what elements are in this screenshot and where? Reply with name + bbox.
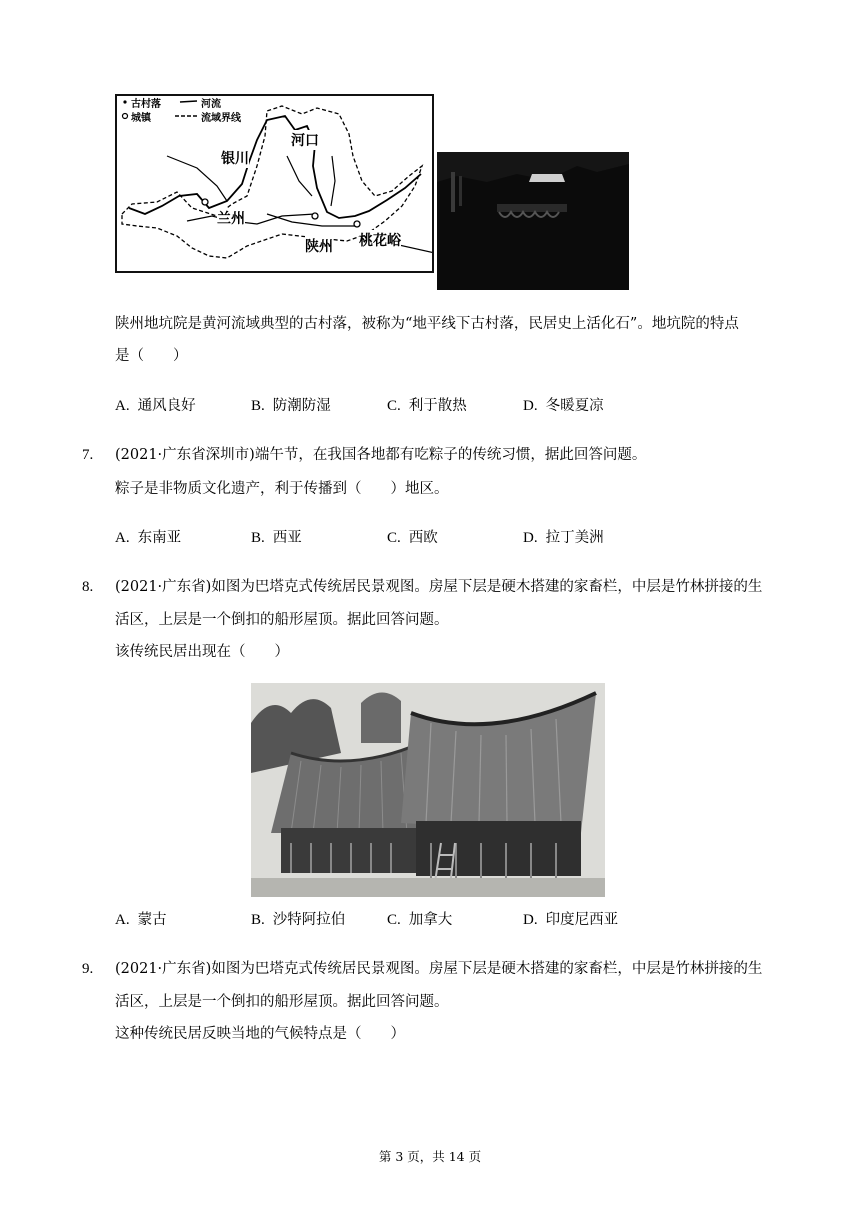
dikengyuan-photo xyxy=(437,152,629,290)
q7-option-c[interactable] xyxy=(387,528,438,548)
place-shanzhou: 陕州 xyxy=(305,236,333,256)
option-letter: C. xyxy=(387,398,401,414)
option-letter: D. xyxy=(523,912,538,928)
q8-option-c[interactable] xyxy=(387,910,452,930)
q6-stem-line-1: 陕州地坑院是黄河流域典型的古村落，被称为“地平线下古村落，民居史上活化石”。地坑院的特点 xyxy=(115,316,739,332)
option-text: 印度尼西亚 xyxy=(545,912,619,928)
option-letter: D. xyxy=(523,530,538,546)
option-text: 西亚 xyxy=(272,530,302,546)
q7-number: 7. xyxy=(82,447,94,463)
option-text: 东南亚 xyxy=(137,530,182,546)
option-letter: B. xyxy=(251,398,265,414)
yellow-river-basin-map xyxy=(115,94,434,273)
option-text: 拉丁美洲 xyxy=(545,530,604,546)
option-text: 冬暖夏凉 xyxy=(545,398,604,414)
option-letter: C. xyxy=(387,530,401,546)
q7-stem-line-2: 粽子是非物质文化遗产，利于传播到（ ）地区。 xyxy=(115,481,449,497)
option-text: 西欧 xyxy=(408,530,438,546)
place-yinchuan: 银川 xyxy=(221,148,249,168)
q8-option-a[interactable] xyxy=(115,910,167,930)
q7-option-d[interactable] xyxy=(523,528,604,548)
q8-option-d[interactable] xyxy=(523,910,618,930)
q8-option-b[interactable] xyxy=(251,910,345,930)
q7-option-b[interactable] xyxy=(251,528,302,548)
option-text: 通风良好 xyxy=(137,398,196,414)
option-letter: B. xyxy=(251,912,265,928)
q8-stem-line-3: 该传统民居出现在（ ） xyxy=(115,644,289,660)
legend-town-label: 城镇 xyxy=(131,113,151,124)
page-footer: 第 3 页，共 14 页 xyxy=(378,1149,482,1164)
option-letter: B. xyxy=(251,530,265,546)
q8-stem-line-2: 活区，上层是一个倒扣的船形屋顶。据此回答问题。 xyxy=(115,612,449,628)
option-text: 利于散热 xyxy=(408,398,467,414)
option-letter: C. xyxy=(387,912,401,928)
q9-stem-line-3: 这种传统民居反映当地的气候特点是（ ） xyxy=(115,1026,405,1042)
q6-option-c[interactable] xyxy=(387,396,467,416)
place-lanzhou: 兰州 xyxy=(217,208,245,228)
option-letter: D. xyxy=(523,398,538,414)
option-text: 防潮防湿 xyxy=(272,398,331,414)
q9-stem-line-2: 活区，上层是一个倒扣的船形屋顶。据此回答问题。 xyxy=(115,994,449,1010)
q6-option-d[interactable] xyxy=(523,396,604,416)
q8-number: 8. xyxy=(82,579,94,595)
option-text: 加拿大 xyxy=(408,912,453,928)
option-letter: A. xyxy=(115,530,130,546)
q6-option-a[interactable] xyxy=(115,396,196,416)
place-taohuayu: 桃花峪 xyxy=(359,230,401,250)
legend-river-label: 河流 xyxy=(201,99,221,110)
place-hekou: 河口 xyxy=(291,130,319,150)
option-text: 沙特阿拉伯 xyxy=(272,912,346,928)
legend-village-label: 古村落 xyxy=(131,99,161,110)
option-letter: A. xyxy=(115,398,130,414)
q6-stem-line-2: 是（ ） xyxy=(115,348,188,364)
legend-boundary-label: 流域界线 xyxy=(201,113,241,124)
q9-number: 9. xyxy=(82,961,94,977)
option-text: 蒙古 xyxy=(137,912,167,928)
q7-stem-line-1: (2021·广东省深圳市)端午节，在我国各地都有吃粽子的传统习惯，据此回答问题。 xyxy=(115,447,647,463)
option-letter: A. xyxy=(115,912,130,928)
q8-stem-line-1: (2021·广东省)如图为巴塔克式传统居民景观图。房屋下层是硬木搭建的家畜栏，中层是竹林拼接的生 xyxy=(115,579,763,595)
batak-house-photo xyxy=(251,683,605,897)
q9-stem-line-1: (2021·广东省)如图为巴塔克式传统居民景观图。房屋下层是硬木搭建的家畜栏，中层是竹林拼接的生 xyxy=(115,961,763,977)
q7-option-a[interactable] xyxy=(115,528,181,548)
q6-option-b[interactable] xyxy=(251,396,331,416)
